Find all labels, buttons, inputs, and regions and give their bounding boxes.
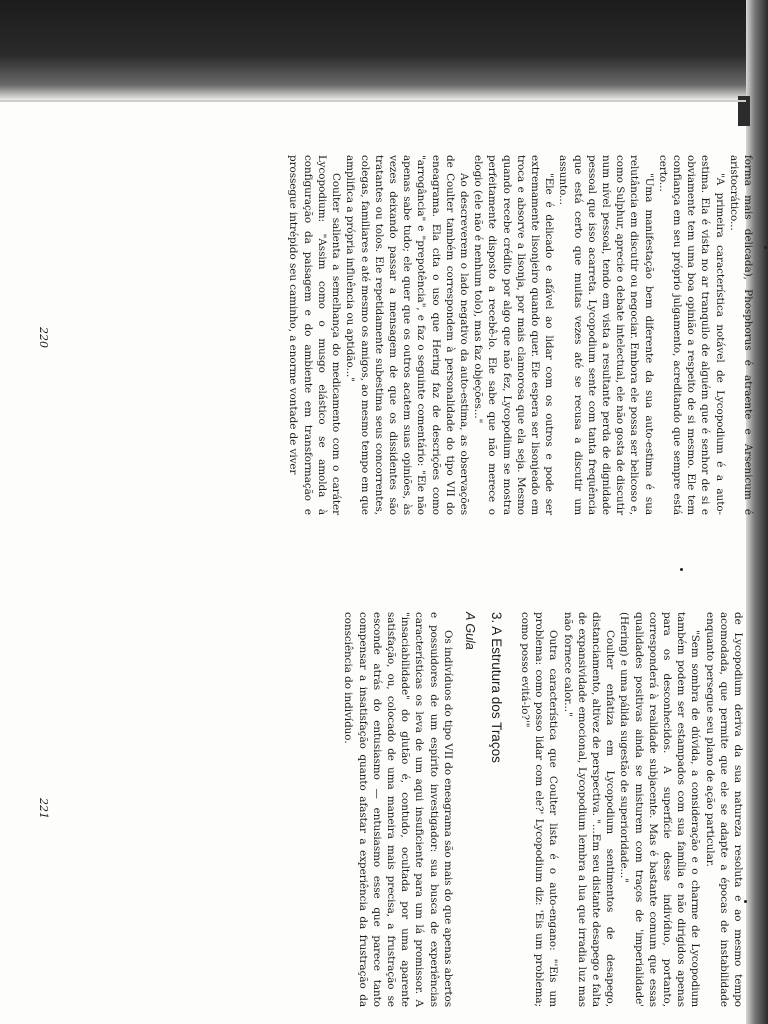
page-number-left: 220	[37, 327, 50, 348]
scan-speck	[680, 568, 683, 571]
paragraph: "Sem sombra de dúvida, a consideração e o charme de Lycopodium também podem ser estampados com sua família e não dirigidos apenas para os desconhecidos. A superfície desse indivíduo, portanto, corresponderá à realidade subjacente. Mas é bastante comum que essas qualidades positivas ainda se misturem com traços de 'imperialidade' (Hering) e uma pálida sugestão de superioridade..."	[618, 612, 702, 1007]
paragraph: Ao descreverem o lado negativo da auto-estima, as observações de Coulter também correspondem à personalidade do tipo VII do eneagrama. Ela cita o uso que Hering faz de descrições como "arrogância" e "prepotência", e faz o seguinte comentário: "Ele não apenas sabe tudo; ele quer que os outros acatem suas opiniões, às vezes deixando passar a mensagem de que os dissidentes são tratantes ou tolos. Ele repetidamente subestima seus concorrentes, colegas, familiares e até mesmo os amigos, ao mesmo tempo em que amplifica a própria influência ou aptidão..."	[344, 155, 470, 515]
scan-speck	[764, 246, 767, 249]
page-number-right: 221	[37, 798, 50, 819]
paragraph: "Uma manifestação bem diferente da sua auto-estima é sua relutância em discutir ou negociar. Embora ele possa ser belicoso e, como Sulphur, aprecie o debate intelectual, ele não gosta de discutir num nível pessoal, tendo em vista a resultante perda de dignidade pessoal que isso acarreta. Lycopodium sente com tanta frequência que está certo que muitas vezes até se recusa a discutir um assunto...	[557, 155, 655, 515]
paragraph: Coulter enfatiza em Lycopodium sentimentos de desapego, distanciamento, altivez de perspectiva. "...Em seu distante desapego e falta de expansividade emocional, Lycopodium lembra a lua que irradia luz mas não fornece calor..."	[561, 612, 617, 1007]
section-heading: 3. A Estrutura dos Traços	[488, 612, 504, 763]
subsection-heading: A Gula	[462, 612, 477, 650]
page-edge	[0, 100, 746, 102]
scanner-shadow-top	[0, 0, 768, 100]
paragraph: Os indivíduos do tipo VII do eneagrama são mais do que apenas abertos e possuidores de um espírito investigador: sua busca de experiências características os leva de um aqui insuficiente para um lá promissor. A "insaciabilidade" do glutão é, contudo, ocultada por uma aparente satisfação, ou, colocado de uma maneira mais precisa, a frustração se esconde atrás do entusiasmo — entusiasmo esse que parece tanto compensar a insatisfação quanto afastar a experiência da frustração da consciência do indivíduo.	[342, 612, 454, 1007]
paragraph: "A primeira característica notável de Lycopodium é a auto-estima. Ela é vista no ar tranquilo de alguém que é senhor de si e obviamente tem uma boa opinião a respeito de si mesmo. Ele tem confiança em seu próprio julgamento, acreditando que sempre está certo...	[656, 155, 726, 515]
paragraph: Coulter salienta a semelhança do medicamento com o caráter Lycopodium: "Assim como o musgo elástico se amolda à configuração da paisagem e do ambiente em transformação e prossegue intrépido seu caminho, a enorme vontade de viver	[287, 155, 343, 515]
right-page-column	[341, 612, 745, 1007]
paragraph: Outra característica que Coulter lista é o auto-engano: "'Eis um problema: como posso lidar com ele?' Lycopodium diz: 'Eis um problema; como posso evitá-lo?'"	[518, 612, 560, 1007]
paragraph: forma mais delicada), Phosphorus é atraente e Arsenicum é aristocrático...	[727, 155, 754, 515]
left-page-column	[286, 155, 755, 515]
paragraph: "Ele é delicado e afável ao lidar com os outros e pode ser extremamente lisonjeiro quando quer. Ele espera ser lisonjeado em troca e absorve a lisonja, por mais clamorosa que ela seja. Mesmo quando recebe crédito por algo que não fez, Lycopodium se mostra perfeitamente disposto a recebê-lo. Ele sabe que não merece o elogio (ele não é nenhum tolo), mas faz objeções..."	[472, 155, 556, 515]
paragraph: de Lycopodium deriva da sua natureza resoluta e ao mesmo tempo acomodada, que permite que ele se adapte a épocas de instabilidade enquanto persegue seu plano de ação particular.	[703, 612, 744, 1007]
